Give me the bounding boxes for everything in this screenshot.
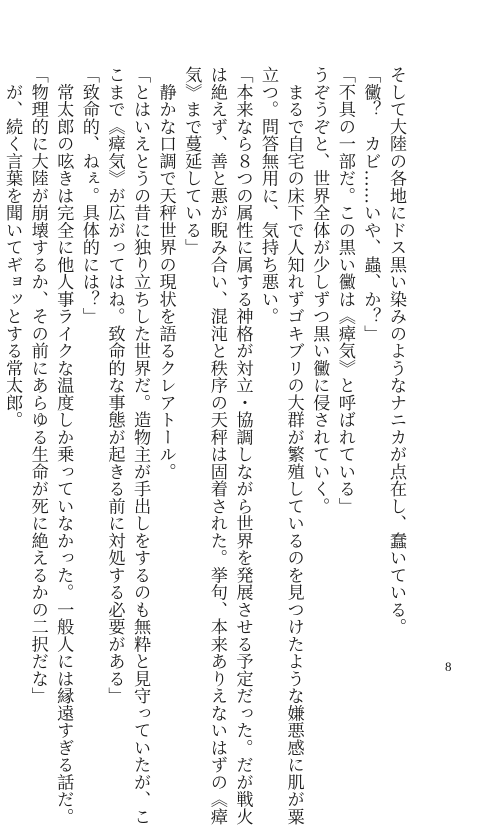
text-line: うぞうぞと、世界全体が少しずつ黒い黴に侵されていく。: [309, 66, 330, 515]
text-line: 「黴？ カビ……いや、蟲、か？」: [360, 66, 381, 342]
text-line: は絶えず、善と悪が睨み合い、混沌と秩序の天秤は固着された。挙句、本来ありえないはずの《瘴: [206, 66, 227, 825]
text-line: 「物理的に大陸が崩壊するか、その前にあらゆる生命が死に絶えるかの二択だな」: [27, 66, 48, 705]
text-line: 立つ。問答無用に、気持ち悪い。: [258, 66, 279, 325]
text-line: こまで《瘴気》が広がってはね。致命的な事態が起きる前に対処する必要がある」: [104, 66, 125, 705]
page-number: 8: [445, 659, 452, 674]
text-line: 静かな口調で天秤世界の現状を語るクレアトール。: [155, 66, 176, 480]
text-line: 「不具の一部だ。この黒い黴は《瘴気》と呼ばれている」: [334, 66, 355, 515]
text-line: まるで自宅の床下で人知れずゴキブリの大群が繁殖しているのを見つけたような嫌悪感に肌が粟: [283, 66, 304, 825]
text-line: 常太郎の呟きは完全に他人事ライクな温度しか乗っていなかった。一般人には縁遠すぎる話だ。: [53, 66, 74, 825]
body-text: [0, 66, 408, 825]
text-line: 「とはいえとうの昔に独り立ちした世界だ。造物主が手出しをするのも無粋と見守っていたが、こ: [130, 66, 151, 825]
text-line: 気》まで蔓延している」: [181, 66, 202, 256]
text-line: 「本来なら８つの属性に属する神格が対立・協調しながら世界を発展させる予定だった。だが戦火: [232, 66, 253, 825]
text-line: そして大陸の各地にドス黒い染みのようなナニカが点在し、蠢いている。: [386, 66, 406, 636]
text-line: が、続く言葉を聞いてギョッとする常太郎。: [2, 66, 23, 429]
text-line: 「致命的、ねぇ。具体的には？」: [78, 66, 99, 325]
